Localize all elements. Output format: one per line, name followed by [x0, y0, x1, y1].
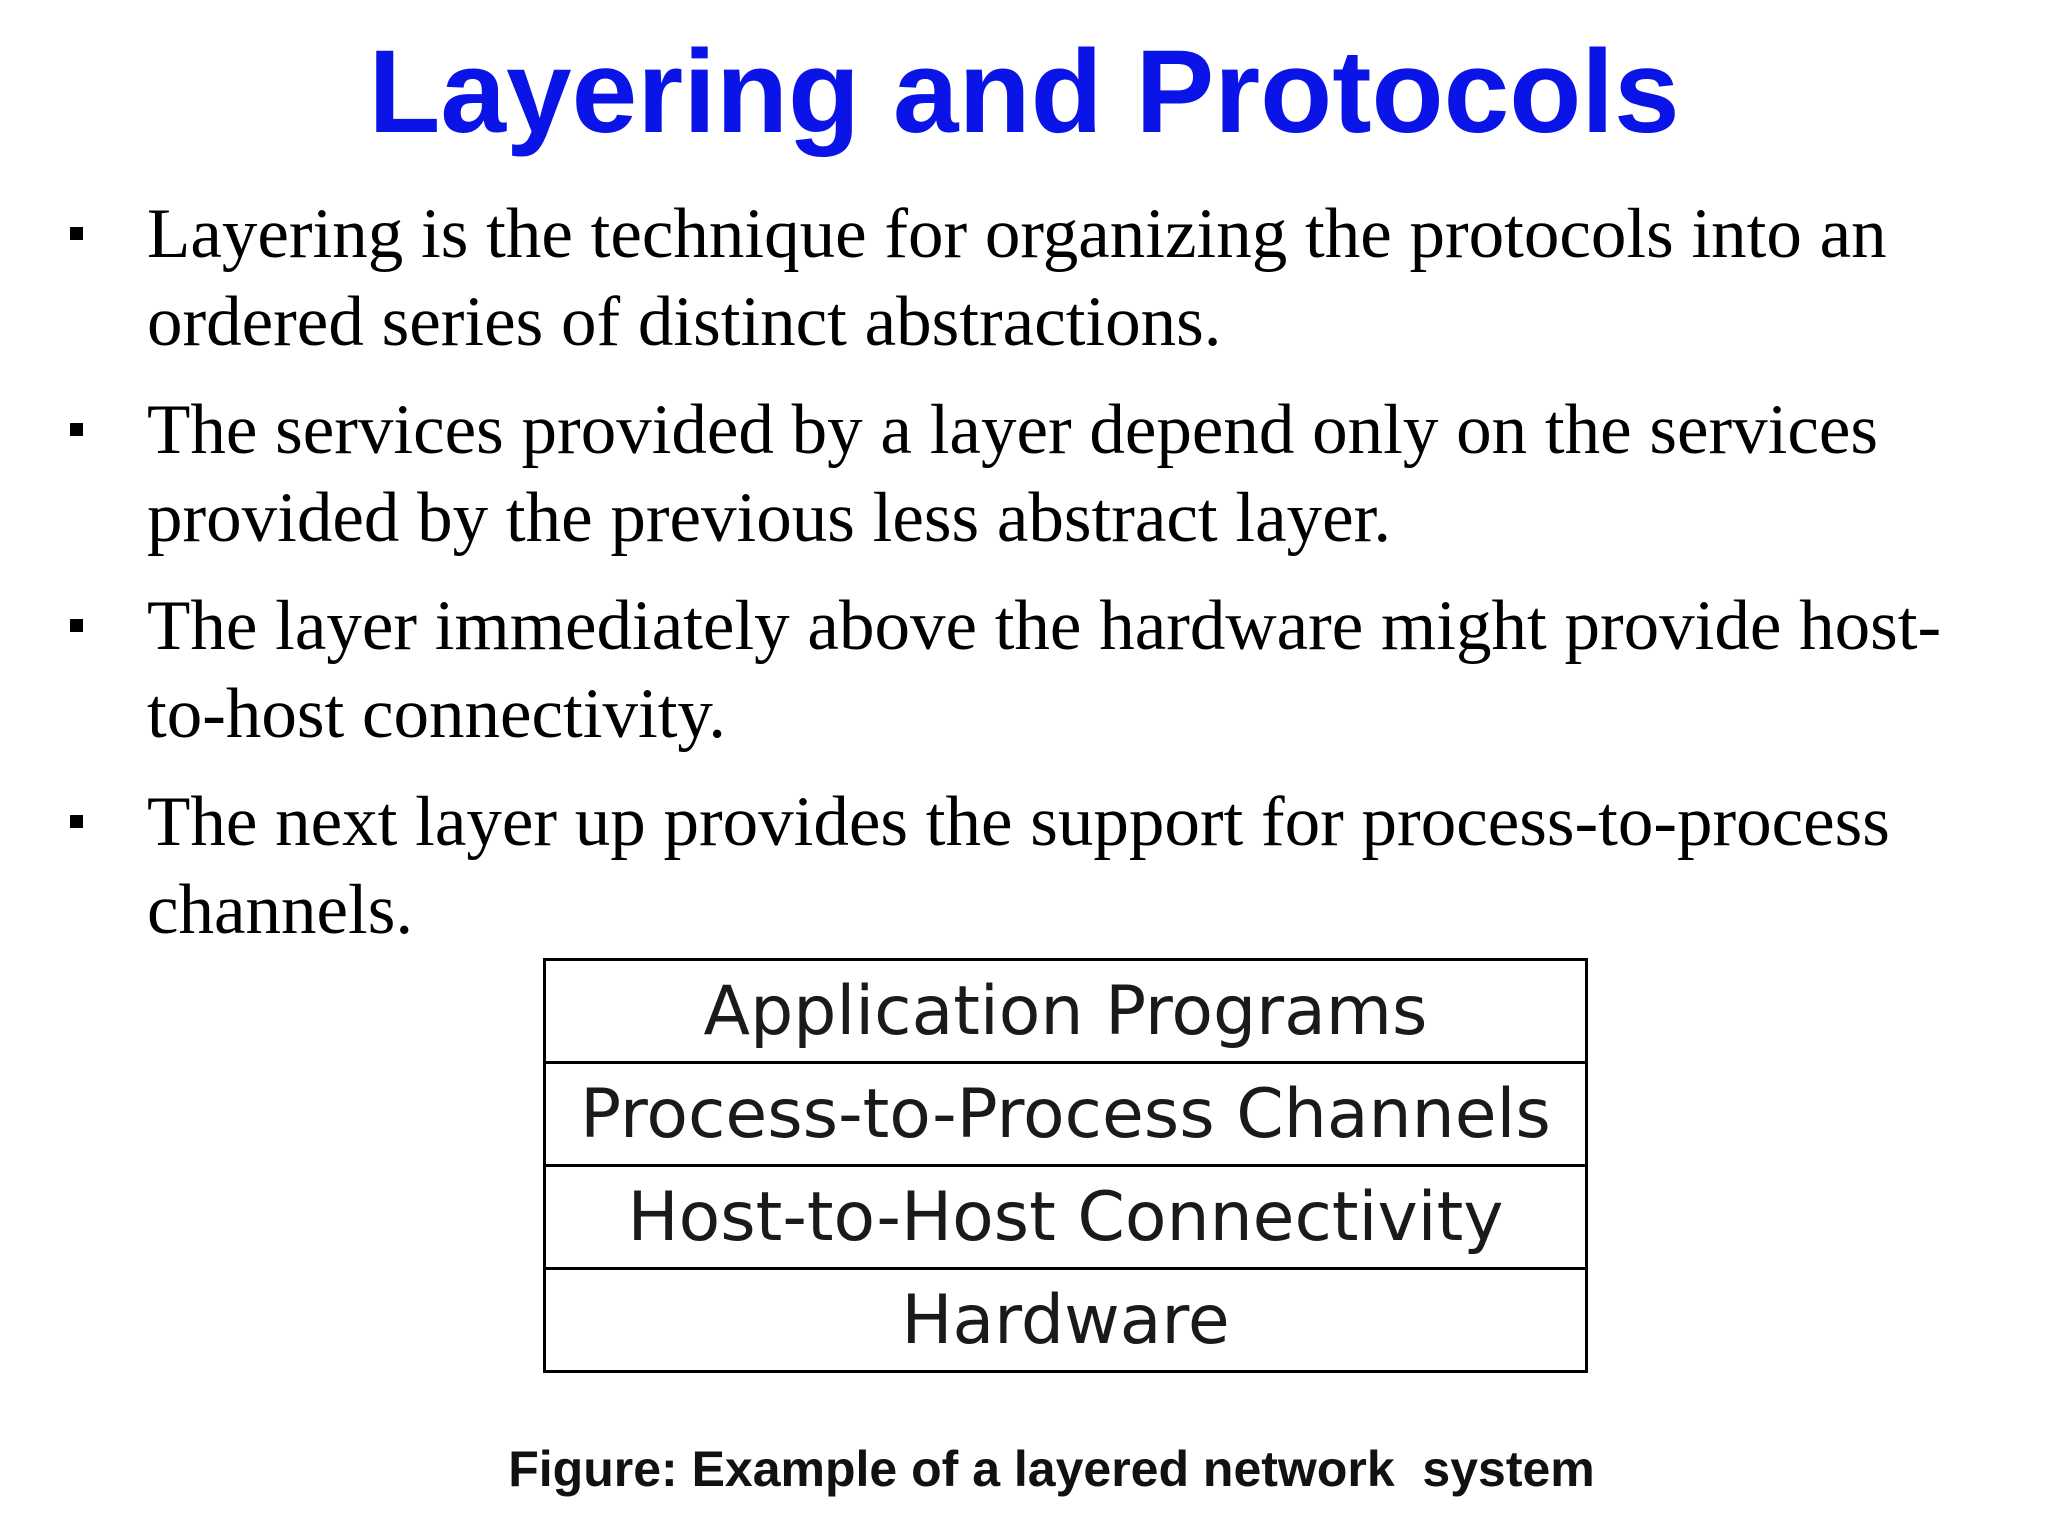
layer-stack-diagram	[543, 958, 1588, 1373]
slide-title: Layering and Protocols	[368, 26, 1680, 158]
layer-application-programs: Application Programs	[546, 961, 1585, 1064]
layer-process-to-process-channels: Process-to-Process Channels	[546, 1064, 1585, 1167]
bullet-item	[70, 582, 2030, 758]
bullet-text-line: provided by the previous less abstract layer.	[147, 479, 1392, 557]
square-bullet-icon	[70, 227, 83, 240]
bullet-text-line: ordered series of distinct abstractions.	[147, 283, 1222, 361]
bullet-text-line: The layer immediately above the hardware might provide host-	[147, 587, 1942, 665]
figure-caption: Figure: Example of a layered network system	[508, 1441, 1595, 1497]
bullet-text-line: The services provided by a layer depend only on the services	[147, 391, 1879, 469]
layer-host-to-host-connectivity: Host-to-Host Connectivity	[546, 1167, 1585, 1270]
layer-hardware: Hardware	[901, 1280, 1230, 1360]
square-bullet-icon	[70, 423, 83, 436]
bullet-text-line: channels.	[147, 871, 414, 949]
bullet-text-line: The next layer up provides the support for process-to-process	[147, 783, 1890, 861]
bullet-text-line: to-host connectivity.	[147, 675, 727, 753]
bullet-item	[70, 778, 2030, 954]
square-bullet-icon	[70, 815, 83, 828]
bullet-item	[70, 190, 2030, 366]
bullet-list	[70, 190, 2030, 974]
bullet-text-line: Layering is the technique for organizing the protocols into an	[147, 195, 1887, 273]
square-bullet-icon	[70, 619, 83, 632]
bullet-item	[70, 386, 2030, 562]
